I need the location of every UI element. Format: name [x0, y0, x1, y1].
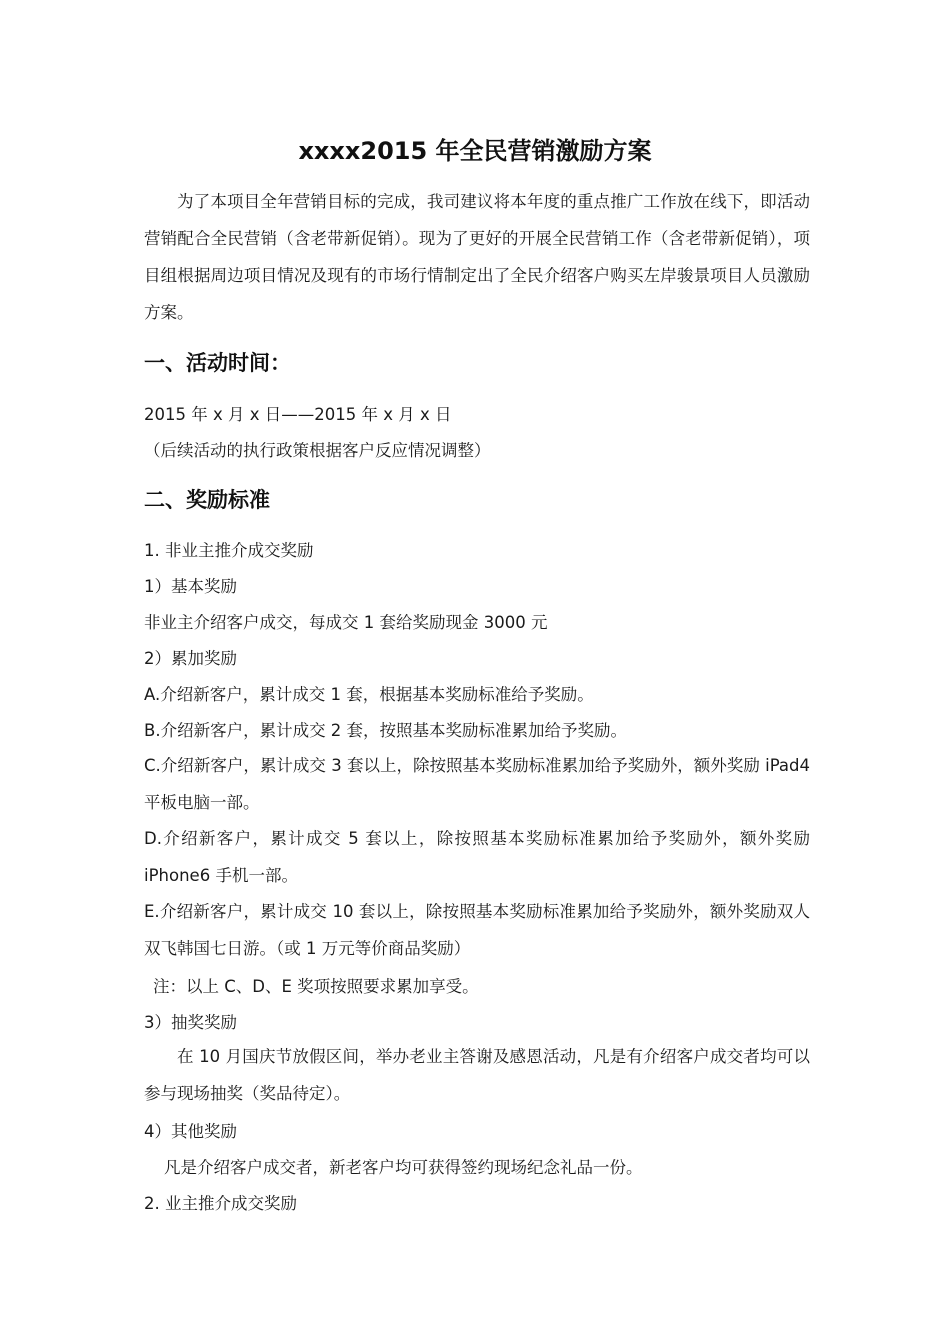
section-heading-reward-standard: 二、奖励标准	[144, 488, 270, 512]
other-reward-text: 凡是介绍客户成交者，新老客户均可获得签约现场纪念礼品一份。	[164, 1158, 643, 1177]
subsection-owner: 2. 业主推介成交奖励	[144, 1194, 297, 1213]
cumulative-reward-title: 2）累加奖励	[144, 649, 237, 668]
document-title: xxxx2015 年全民营销激励方案	[298, 137, 652, 165]
basic-reward-title: 1）基本奖励	[144, 577, 237, 596]
other-reward-title: 4）其他奖励	[144, 1122, 237, 1141]
activity-dates: 2015 年 x 月 x 日——2015 年 x 月 x 日	[144, 405, 452, 424]
cumulative-note: 注：以上 C、D、E 奖项按照要求累加享受。	[153, 977, 479, 996]
reward-item-b: B.介绍新客户，累计成交 2 套，按照基本奖励标准累加给予奖励。	[144, 721, 628, 740]
intro-paragraph: 为了本项目全年营销目标的完成，我司建议将本年度的重点推广工作放在线下，即活动营销配合全民营销（含老带新促销）。现为了更好的开展全民营销工作（含老带新促销），项目组根据周边项目情况及现有的市场行情制定出了全民介绍客户购买左岸骏景项目人员激励方案。	[144, 192, 810, 322]
basic-reward-text: 非业主介绍客户成交，每成交 1 套给奖励现金 3000 元	[144, 613, 548, 632]
reward-item-c: C.介绍新客户，累计成交 3 套以上，除按照基本奖励标准累加给予奖励外，额外奖励 iPad4 平板电脑一部。	[144, 756, 810, 812]
reward-item-d: D.介绍新客户，累计成交 5 套以上，除按照基本奖励标准累加给予奖励外，额外奖励 iPhone6 手机一部。	[144, 829, 810, 885]
lottery-reward-text: 在 10 月国庆节放假区间，举办老业主答谢及感恩活动，凡是有介绍客户成交者均可以参与现场抽奖（奖品待定）。	[144, 1047, 810, 1103]
lottery-reward-title: 3）抽奖奖励	[144, 1013, 237, 1032]
section-heading-activity-time: 一、活动时间：	[144, 351, 291, 375]
reward-item-a: A.介绍新客户，累计成交 1 套，根据基本奖励标准给予奖励。	[144, 685, 594, 704]
activity-note: （后续活动的执行政策根据客户反应情况调整）	[144, 441, 491, 460]
subsection-non-owner: 1. 非业主推介成交奖励	[144, 541, 314, 560]
reward-item-e: E.介绍新客户，累计成交 10 套以上，除按照基本奖励标准累加给予奖励外，额外奖励双人双飞韩国七日游。（或 1 万元等价商品奖励）	[144, 902, 810, 958]
